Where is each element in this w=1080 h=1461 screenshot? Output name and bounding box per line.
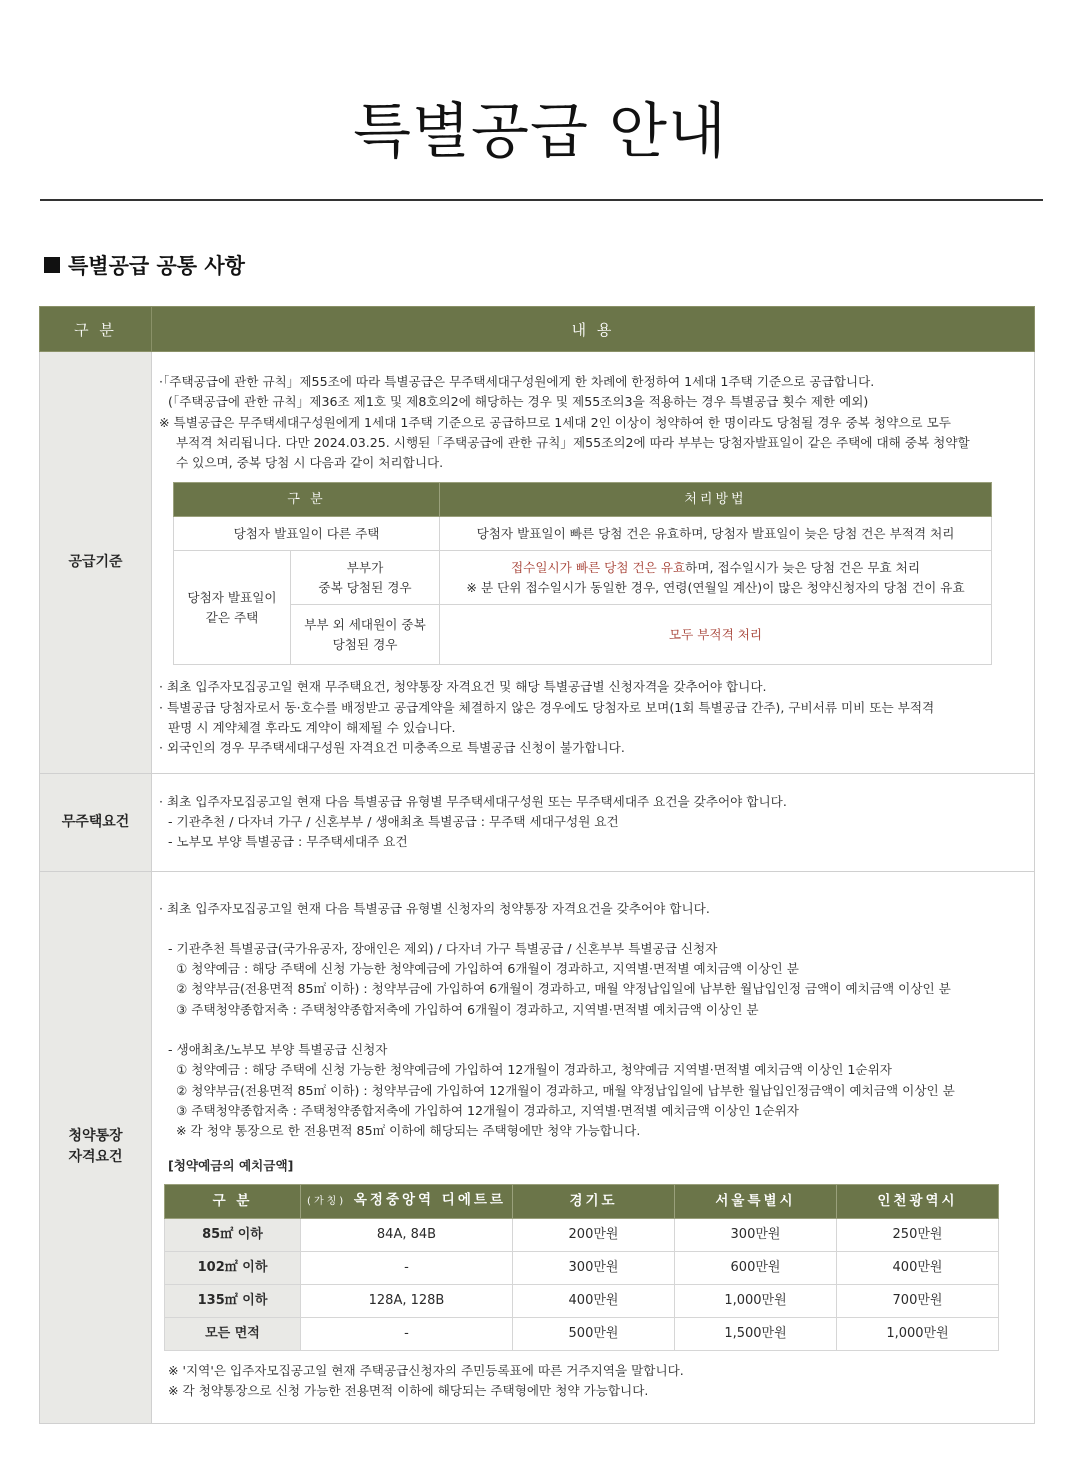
table-row-supply-criteria (40, 352, 1035, 774)
area-cell: 102㎡ 이하 (165, 1251, 301, 1284)
seoul-cell: 1,000만원 (675, 1284, 837, 1317)
gyeonggi-cell: 400만원 (513, 1284, 675, 1317)
supply-content (152, 352, 1035, 774)
method-couple-note: ※ 분 단위 접수일시가 동일한 경우, 연령(연월일 계산)이 많은 청약신청자의 당첨 건이 유효 (466, 579, 965, 595)
incheon-cell: 250만원 (837, 1218, 999, 1251)
area-cell: 135㎡ 이하 (165, 1284, 301, 1317)
page-title: 특별공급 안내 (353, 97, 727, 167)
text-line: - 기관추천 / 다자녀 가구 / 신혼부부 / 생애최초 특별공급 : 무주택 세대구성원 요건 (168, 813, 619, 829)
types-cell: 128A, 128B (301, 1284, 513, 1317)
group2-title: - 생애최초/노부모 부양 특별공급 신청자 (168, 1042, 388, 1058)
gyeonggi-cell: 300만원 (513, 1251, 675, 1284)
seoul-cell: 300만원 (675, 1218, 837, 1251)
title-divider (40, 199, 1043, 201)
sub-table-row (174, 517, 992, 551)
project-name: 옥정중앙역 디에트르 (353, 1192, 506, 1209)
text-line: (「주택공급에 관한 규칙」제36조 제1호 및 제8호의2에 해당하는 경우 및 제55조의3을 적용하는 경우 특별공급 횟수 제한 예외) (168, 394, 869, 410)
deposit-header-gyeonggi: 경기도 (513, 1184, 675, 1218)
text-line: - 노부모 부양 특별공급 : 무주택세대주 요건 (168, 834, 408, 850)
row-label-homeless: 무주택요건 (40, 773, 152, 871)
sub-table-row (174, 551, 992, 605)
area-cell: 모든 면적 (165, 1317, 301, 1350)
deposit-table-title: [청약예금의 예치금액] (168, 1157, 294, 1173)
deposit-header-row (165, 1184, 999, 1218)
note-line: ※ '지역'은 입주자모집공고일 현재 주택공급신청자의 주민등록표에 따른 거주지역을 말합니다. (168, 1362, 684, 1378)
deposit-row (165, 1317, 999, 1350)
row-label-account (40, 871, 152, 1424)
text-line: · 최초 입주자모집공고일 현재 다음 특별공급 유형별 무주택세대구성원 또는 무주택세대주 요건을 갖추어야 합니다. (159, 793, 787, 809)
text-line: ③ 주택청약종합저축 : 주택청약종합저축에 가입하여 12개월이 경과하고, 지역별·면적별 예치금액 이상인 1순위자 (176, 1102, 799, 1118)
note-line: ※ 각 청약통장으로 신청 가능한 전용면적 이하에 해당되는 주택형에만 청약 가능합니다. (168, 1383, 649, 1399)
header-content: 내 용 (152, 307, 1035, 352)
row-label-supply: 공급기준 (40, 352, 152, 774)
common-requirements-table (39, 306, 1035, 1424)
gyeonggi-cell: 500만원 (513, 1317, 675, 1350)
text-line: · 최초 입주자모집공고일 현재 다음 특별공급 유형별 신청자의 청약통장 자격요건을 갖추어야 합니다. (159, 900, 710, 916)
text-line: · 특별공급 당첨자로서 동·호수를 배정받고 공급계약을 체결하지 않은 경우에도 당첨자로 보며(1회 특별공급 간주), 구비서류 미비 또는 부적격 (159, 699, 935, 715)
text-line: 부적격 처리됩니다. 다만 2024.03.25. 시행된「주택공급에 관한 규칙」제55조의2에 따라 부부는 당첨자발표일이 같은 주택에 대해 중복 청약할 (176, 434, 970, 450)
types-cell: - (301, 1317, 513, 1350)
text-line: 판명 시 계약체결 후라도 계약이 해제될 수 있습니다. (168, 720, 456, 736)
group1-title: - 기관추천 특별공급(국가유공자, 장애인은 제외) / 다자녀 가구 특별공급 / 신혼부부 특별공급 신청자 (168, 940, 718, 956)
gyeonggi-cell: 200만원 (513, 1218, 675, 1251)
incheon-cell: 700만원 (837, 1284, 999, 1317)
category-same-date (174, 551, 291, 665)
deposit-header-category: 구 분 (165, 1184, 301, 1218)
sub-header-method: 처리방법 (440, 483, 992, 517)
deposit-header-project (301, 1184, 513, 1218)
category-other-members (291, 605, 440, 665)
sub-header-category: 구 분 (174, 483, 440, 517)
deposit-row (165, 1284, 999, 1317)
homeless-content (152, 773, 1035, 871)
method-couple (440, 551, 992, 605)
text-line: 수 있으며, 중복 당첨 시 다음과 같이 처리합니다. (176, 455, 444, 471)
other-members-label-1: 부부 외 세대원이 중복 (304, 616, 426, 632)
table-row-homeless-requirement (40, 773, 1035, 871)
text-line: · 최초 입주자모집공고일 현재 무주택요건, 청약통장 자격요건 및 해당 특별공급별 신청자격을 갖추어야 합니다. (159, 679, 767, 695)
header-category: 구 분 (40, 307, 152, 352)
method-couple-highlight: 접수일시가 빠른 당첨 건은 유효 (510, 559, 686, 575)
project-prefix: (가칭) (307, 1196, 347, 1208)
sub-table-header-row (174, 483, 992, 517)
text-line: ② 청약부금(전용면적 85㎡ 이하) : 청약부금에 가입하여 6개월이 경과하고, 매월 약정납입일에 납부한 월납입인정 금액이 예치금액 이상인 분 (176, 981, 951, 997)
duplicate-win-table (173, 482, 992, 665)
incheon-cell: 400만원 (837, 1251, 999, 1284)
deposit-amount-table (164, 1184, 999, 1351)
square-bullet-icon (44, 257, 60, 273)
other-members-label-2: 당첨된 경우 (332, 636, 398, 652)
category-couple (291, 551, 440, 605)
incheon-cell: 1,000만원 (837, 1317, 999, 1350)
types-cell: - (301, 1251, 513, 1284)
account-label-1: 청약통장 (68, 1128, 123, 1145)
category-different-date: 당첨자 발표일이 다른 주택 (174, 517, 440, 551)
section-heading-text: 특별공급 공통 사항 (68, 254, 245, 278)
method-other-members: 모두 부적격 처리 (440, 605, 992, 665)
deposit-row (165, 1218, 999, 1251)
area-cell: 85㎡ 이하 (165, 1218, 301, 1251)
text-line: ① 청약예금 : 해당 주택에 신청 가능한 청약예금에 가입하여 6개월이 경과하고, 지역별·면적별 예치금액 이상인 분 (176, 961, 799, 977)
text-line: ※ 각 청약 통장으로 한 전용면적 85㎡ 이하에 해당되는 주택형에만 청약 가능합니다. (176, 1123, 641, 1139)
method-different-date: 당첨자 발표일이 빠른 당첨 건은 유효하며, 당첨자 발표일이 늦은 당첨 건은 부적격 처리 (440, 517, 992, 551)
sub-table-row (174, 605, 992, 665)
table-row-account-requirement (40, 871, 1035, 1424)
seoul-cell: 1,500만원 (675, 1317, 837, 1350)
couple-label-2: 중복 당첨된 경우 (318, 579, 412, 595)
account-content (152, 871, 1035, 1424)
text-line: ③ 주택청약종합저축 : 주택청약종합저축에 가입하여 6개월이 경과하고, 지역별·면적별 예치금액 이상인 분 (176, 1001, 759, 1017)
same-date-label-2: 같은 주택 (205, 609, 259, 625)
table-header-row (40, 307, 1035, 352)
seoul-cell: 600만원 (675, 1251, 837, 1284)
same-date-label-1: 당첨자 발표일이 (187, 589, 277, 605)
text-line: · 외국인의 경우 무주택세대구성원 자격요건 미충족으로 특별공급 신청이 불가합니다. (159, 740, 625, 756)
account-label-2: 자격요건 (68, 1149, 123, 1166)
method-couple-line (446, 558, 985, 578)
text-line: ① 청약예금 : 해당 주택에 신청 가능한 청약예금에 가입하여 12개월이 경과하고, 청약예금 지역별·면적별 예치금액 이상인 1순위자 (176, 1062, 892, 1078)
deposit-header-incheon: 인천광역시 (837, 1184, 999, 1218)
text-line: ※ 특별공급은 무주택세대구성원에게 1세대 1주택 기준으로 공급하므로 1세대 2인 이상이 청약하여 한 명이라도 당첨될 경우 중복 청약으로 모두 (159, 414, 951, 430)
method-couple-rest: 하며, 접수일시가 늦은 당첨 건은 무효 처리 (685, 559, 920, 575)
couple-label-1: 부부가 (346, 559, 384, 575)
deposit-header-seoul: 서울특별시 (675, 1184, 837, 1218)
section-heading (44, 250, 245, 280)
text-line: ·「주택공급에 관한 규칙」제55조에 따라 특별공급은 무주택세대구성원에게 한 차례에 한정하여 1세대 1주택 기준으로 공급합니다. (159, 374, 875, 389)
text-line: ② 청약부금(전용면적 85㎡ 이하) : 청약부금에 가입하여 12개월이 경과하고, 매월 약정납입일에 납부한 월납입인정금액이 예치금액 이상인 분 (176, 1082, 955, 1098)
types-cell: 84A, 84B (301, 1218, 513, 1251)
deposit-row (165, 1251, 999, 1284)
